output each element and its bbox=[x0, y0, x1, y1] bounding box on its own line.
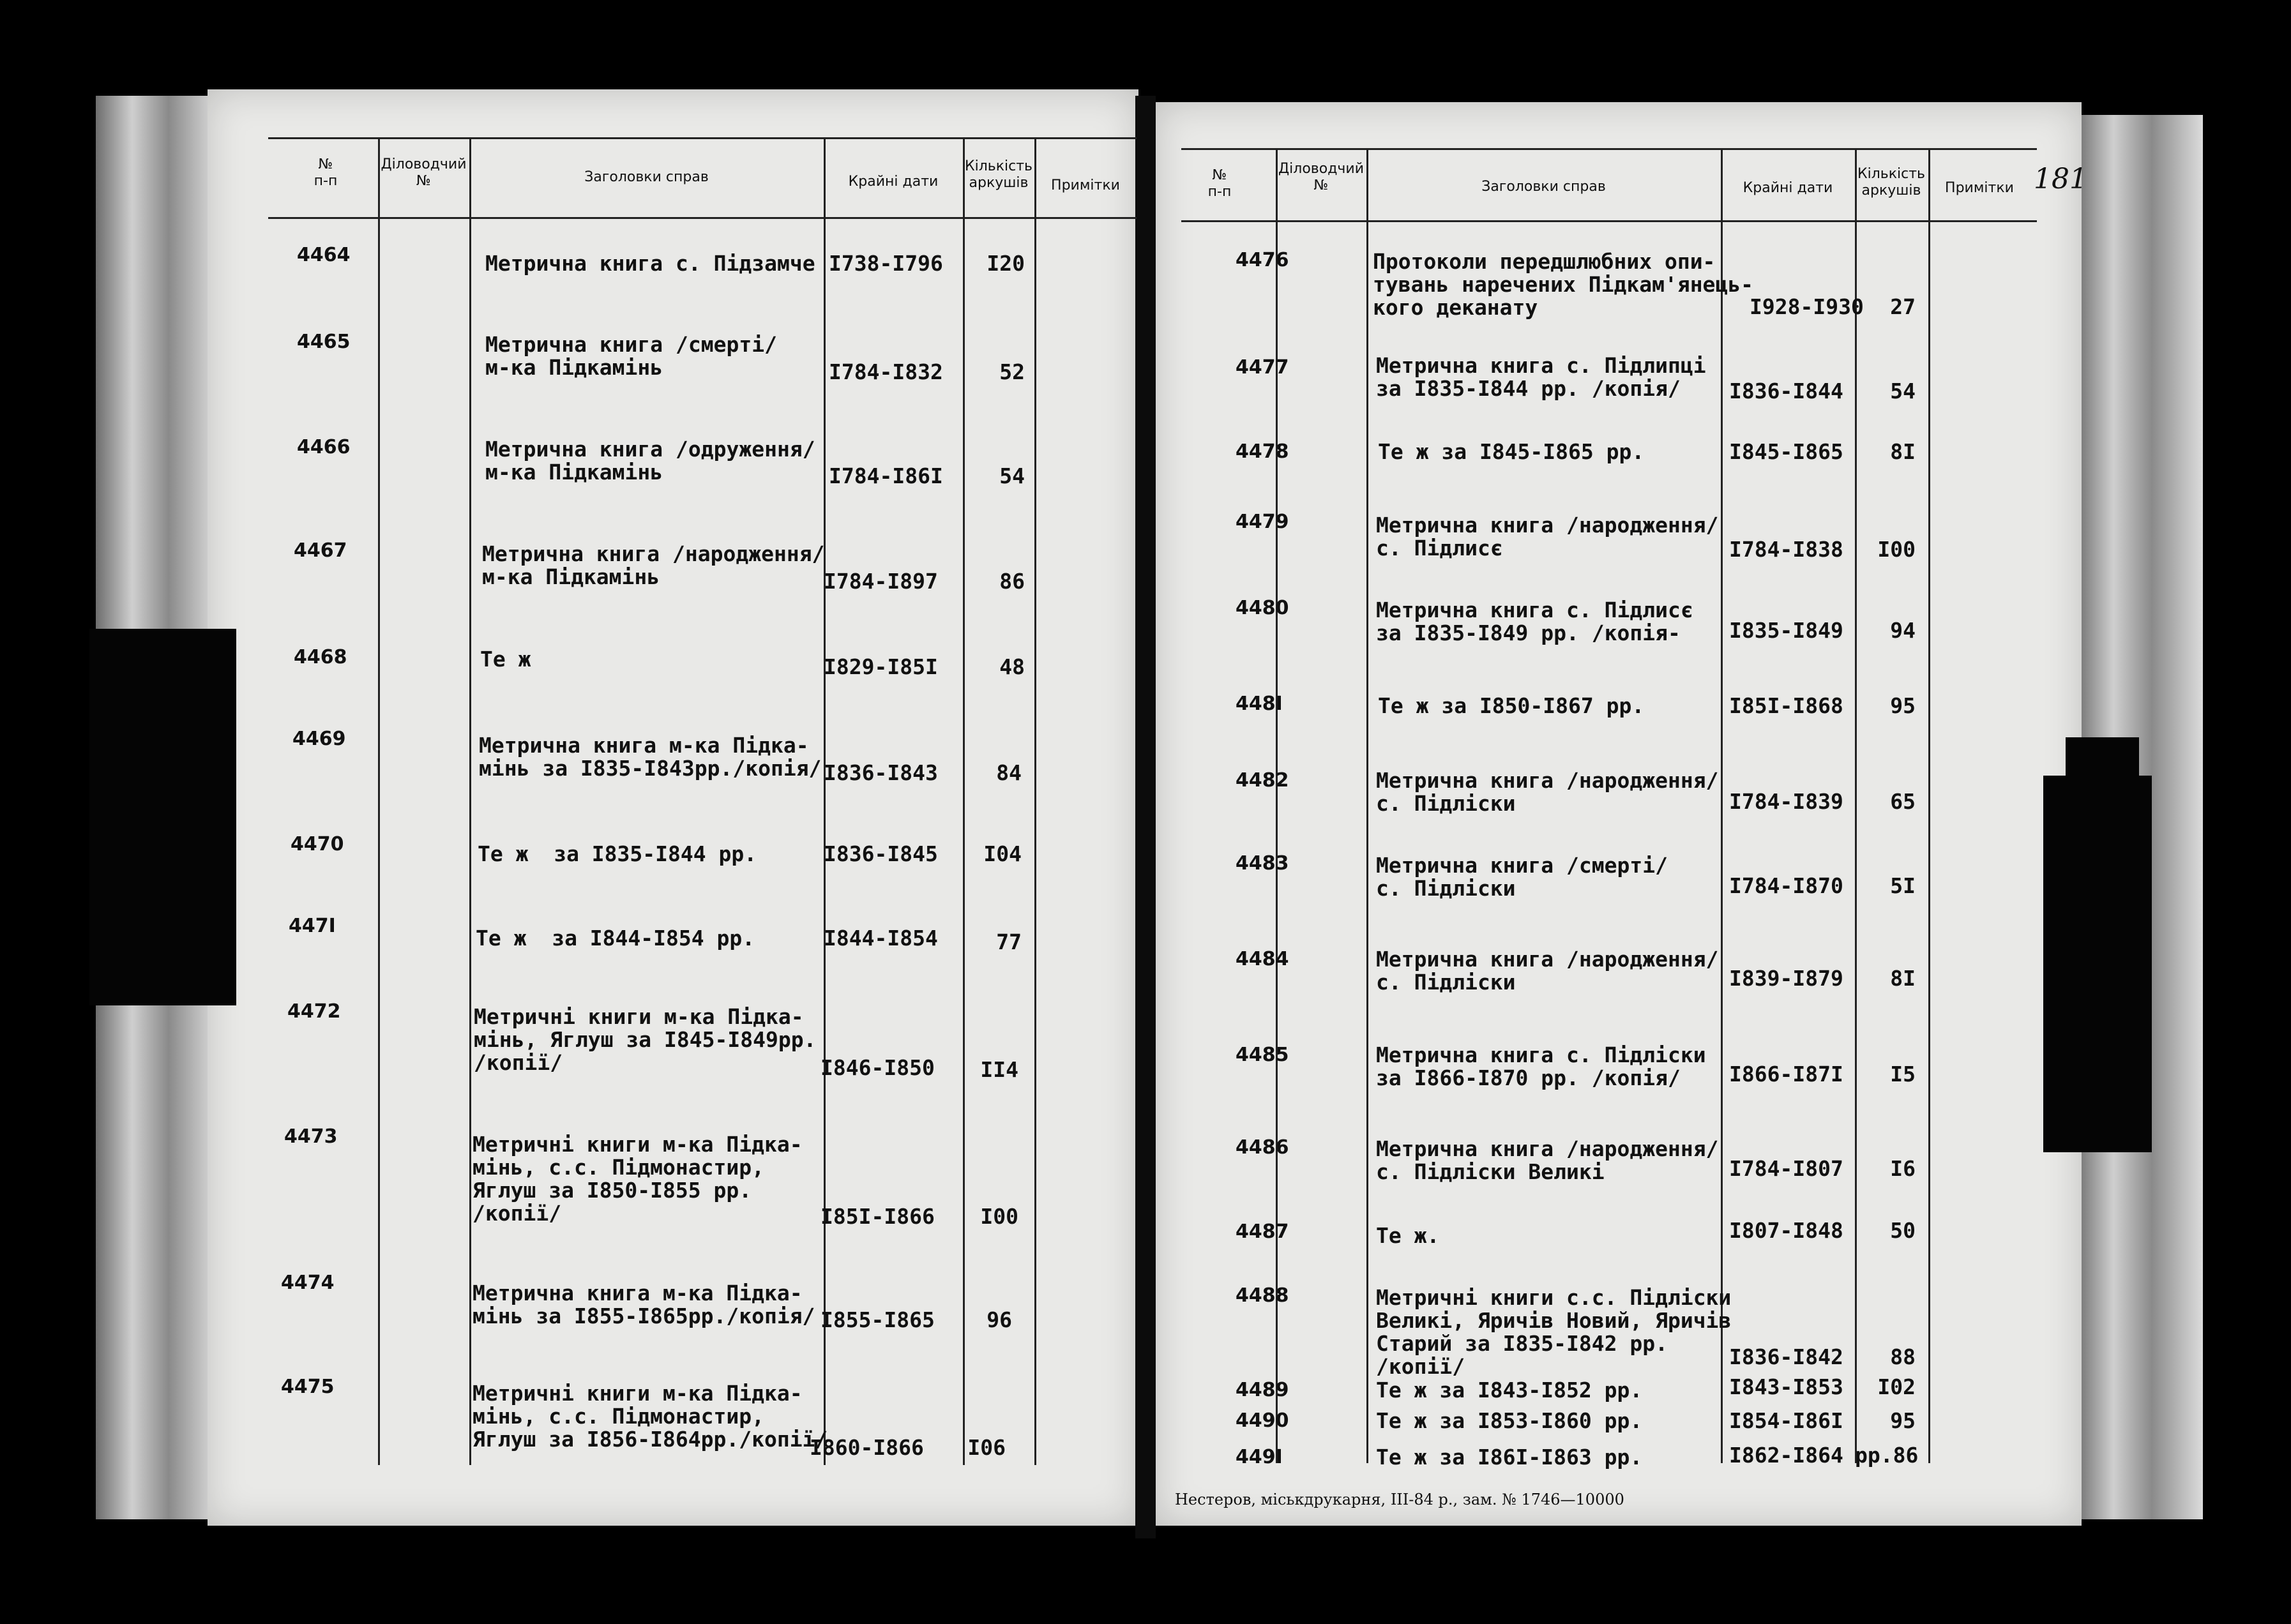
row-title: Метрична книга м-ка Підка- мінь за I855-I865рр./копія/ bbox=[473, 1281, 815, 1328]
header-clerk-no: Діловодчий № bbox=[381, 156, 467, 189]
row-count: I20 bbox=[987, 251, 1025, 276]
row-dates: I835-I849 bbox=[1729, 618, 1843, 643]
row-title: Те ж за I835-I844 рр. bbox=[478, 841, 757, 866]
row-number: 4477 bbox=[1236, 356, 1289, 379]
row-dates: I928-I930 bbox=[1750, 294, 1864, 319]
header-titles: Заголовки справ bbox=[1481, 179, 1606, 195]
row-dates: I784-I832 bbox=[829, 359, 943, 384]
row-dates: I807-I848 bbox=[1729, 1218, 1843, 1243]
row-title: Метрична книга с. Підзамче bbox=[485, 251, 815, 276]
row-title: Метрична книга /смерті/ м-ка Підкамінь bbox=[485, 332, 777, 380]
header-no: № п-п bbox=[1207, 167, 1232, 200]
header-notes: Примітки bbox=[1051, 177, 1120, 193]
row-number: 4467 bbox=[294, 539, 347, 562]
header-dates: Крайні дати bbox=[1743, 180, 1833, 196]
row-count: 54 bbox=[1890, 379, 1916, 403]
row-dates: I854-I86I bbox=[1729, 1408, 1843, 1433]
row-dates: I784-I838 bbox=[1729, 537, 1843, 562]
row-count: 48 bbox=[999, 654, 1025, 679]
row-dates: I738-I796 bbox=[829, 251, 943, 276]
row-title: Метричні книги с.с. Підліски Великі, Яричів Новий, Яричів Старий за I835-I842 рр. /копії/ bbox=[1376, 1285, 1732, 1379]
row-number: 4485 bbox=[1236, 1044, 1289, 1066]
row-count: 95 bbox=[1890, 1408, 1916, 1433]
row-title: Метрична книга /народження/ с. Підліски bbox=[1376, 768, 1719, 816]
row-count: 8I bbox=[1890, 439, 1916, 464]
row-dates: I839-I879 bbox=[1729, 966, 1843, 991]
header-clerk-no: Діловодчий № bbox=[1278, 161, 1365, 193]
row-title: Метрична книга /народження/ с. Підліски Великі bbox=[1376, 1136, 1719, 1184]
row-number: 4475 bbox=[281, 1376, 335, 1398]
row-number: 4464 bbox=[297, 244, 351, 266]
row-dates: I836-I844 bbox=[1729, 379, 1843, 403]
row-dates: I85I-I868 bbox=[1729, 693, 1843, 718]
row-dates: I836-I845 bbox=[824, 841, 938, 866]
row-count: I00 bbox=[980, 1204, 1018, 1229]
row-title: Те ж за I850-I867 рр. bbox=[1378, 693, 1645, 718]
row-title: Те ж за I843-I852 рр. bbox=[1376, 1378, 1643, 1402]
row-title: Метрична книга /народження/ с. Підлисє bbox=[1376, 513, 1719, 560]
row-count: I04 bbox=[983, 841, 1022, 866]
row-title: Те ж bbox=[480, 647, 531, 672]
row-number: 4486 bbox=[1236, 1136, 1289, 1159]
header-count: Кількість аркушів bbox=[964, 158, 1033, 191]
row-title: Те ж за I845-I865 рр. bbox=[1378, 439, 1645, 464]
row-number: 4468 bbox=[294, 646, 347, 668]
row-dates: I836-I842 bbox=[1729, 1344, 1843, 1369]
row-title: Метрична книга /народження/ м-ка Підкамінь bbox=[482, 541, 825, 589]
row-number: 4466 bbox=[297, 436, 351, 458]
row-count: I00 bbox=[1877, 537, 1916, 562]
row-title: Метрична книга /смерті/ с. Підліски bbox=[1376, 853, 1668, 901]
row-number: 4484 bbox=[1236, 948, 1289, 970]
row-number: 4476 bbox=[1236, 249, 1289, 271]
row-number: 448I bbox=[1236, 693, 1283, 715]
row-number: 4469 bbox=[292, 728, 346, 750]
row-title: Протоколи передшлюбних опи- тувань наречених Підкам'янець- кого деканату bbox=[1373, 249, 1754, 320]
row-dates: I855-I865 bbox=[820, 1307, 935, 1332]
header-count: Кількість аркушів bbox=[1857, 166, 1926, 199]
row-count: 8I bbox=[1890, 966, 1916, 991]
row-count: 52 bbox=[999, 359, 1025, 384]
row-number: 4465 bbox=[297, 331, 351, 353]
row-number: 4479 bbox=[1236, 511, 1289, 533]
page-number: 181 bbox=[2034, 163, 2087, 195]
row-number: 4490 bbox=[1236, 1410, 1289, 1432]
row-title: Метрична книга м-ка Підка- мінь за I835-I843рр./копія/ bbox=[479, 733, 822, 781]
row-dates: I845-I865 bbox=[1729, 439, 1843, 464]
row-title: Те ж за I844-I854 рр. bbox=[476, 926, 755, 951]
row-dates: I844-I854 bbox=[824, 926, 938, 951]
row-dates: I846-I850 bbox=[820, 1055, 935, 1080]
row-dates: I860-I866 bbox=[810, 1435, 924, 1460]
row-title: Метрична книга с. Підлисє за I835-I849 рр. /копія- bbox=[1376, 598, 1693, 645]
header-no: № п-п bbox=[314, 156, 338, 189]
row-number: 4480 bbox=[1236, 597, 1289, 619]
row-dates: I784-I897 bbox=[824, 569, 938, 594]
row-count: I5 bbox=[1890, 1062, 1916, 1086]
row-count: I06 bbox=[967, 1435, 1006, 1460]
row-count: I02 bbox=[1877, 1374, 1916, 1399]
row-number: 4470 bbox=[291, 833, 344, 855]
row-title: Метрична книга /народження/ с. Підліски bbox=[1376, 947, 1719, 995]
row-dates: I843-I853 bbox=[1729, 1374, 1843, 1399]
row-number: 4488 bbox=[1236, 1284, 1289, 1307]
row-title: Те ж за I86I-I863 рр. bbox=[1376, 1445, 1643, 1470]
row-title: Метрична книга /одруження/ м-ка Підкамінь bbox=[485, 437, 815, 485]
row-dates: I829-I85I bbox=[824, 654, 938, 679]
row-number: 449I bbox=[1236, 1446, 1283, 1468]
row-count: 84 bbox=[996, 760, 1022, 785]
row-number: 4487 bbox=[1236, 1221, 1289, 1243]
row-number: 4482 bbox=[1236, 769, 1289, 792]
row-count: 86 bbox=[999, 569, 1025, 594]
row-title: Метрична книга с. Підлипці за I835-I844 рр. /копія/ bbox=[1376, 353, 1706, 401]
left-index-tab bbox=[89, 629, 236, 1005]
right-index-tab bbox=[2043, 776, 2152, 1152]
header-notes: Примітки bbox=[1945, 180, 2014, 196]
row-count: I6 bbox=[1890, 1156, 1916, 1181]
row-number: 4489 bbox=[1236, 1379, 1289, 1401]
row-dates: I866-I87I bbox=[1729, 1062, 1843, 1086]
row-dates: I784-I870 bbox=[1729, 873, 1843, 898]
row-title: Метричні книги м-ка Підка- мінь, с.с. Підмонастир, Яглуш за I856-I864рр./копії/ bbox=[473, 1381, 828, 1452]
row-title: Метрична книга с. Підліски за I866-I870 рр. /копія/ bbox=[1376, 1042, 1706, 1090]
row-dates: I862-I864 bbox=[1729, 1443, 1843, 1468]
print-footer: Нестеров, міськдрукарня, ІІІ-84 р., зам. № 1746—10000 bbox=[1175, 1491, 1624, 1508]
row-count: рр.86 bbox=[1855, 1443, 1919, 1468]
row-dates: I85I-I866 bbox=[820, 1204, 935, 1229]
header-dates: Крайні дати bbox=[848, 174, 939, 190]
row-number: 4478 bbox=[1236, 440, 1289, 463]
header-titles: Заголовки справ bbox=[584, 169, 709, 185]
row-count: 27 bbox=[1890, 294, 1916, 319]
row-title: Метричні книги м-ка Підка- мінь, с.с. Підмонастир, Яглуш за I850-I855 рр. /копії/ bbox=[473, 1132, 803, 1226]
row-dates: I784-I807 bbox=[1729, 1156, 1843, 1181]
row-number: 4472 bbox=[287, 1000, 341, 1023]
row-dates: I836-I843 bbox=[824, 760, 938, 785]
row-count: 77 bbox=[996, 929, 1022, 954]
row-count: 65 bbox=[1890, 789, 1916, 814]
row-number: 4473 bbox=[284, 1125, 338, 1148]
row-count: 5I bbox=[1890, 873, 1916, 898]
row-title: Те ж за I853-I860 рр. bbox=[1376, 1408, 1643, 1433]
row-number: 4474 bbox=[281, 1272, 335, 1294]
row-count: 96 bbox=[987, 1307, 1012, 1332]
right-index-tab-upper bbox=[2066, 737, 2139, 782]
row-title: Метричні книги м-ка Підка- мінь, Яглуш за I845-I849рр. /копії/ bbox=[474, 1004, 817, 1075]
book-gutter bbox=[1135, 96, 1156, 1538]
row-number: 4483 bbox=[1236, 852, 1289, 875]
row-number: 447I bbox=[289, 915, 336, 937]
row-dates: I784-I839 bbox=[1729, 789, 1843, 814]
row-title: Те ж. bbox=[1376, 1223, 1440, 1248]
row-count: 94 bbox=[1890, 618, 1916, 643]
row-dates: I784-I86I bbox=[829, 463, 943, 488]
row-count: II4 bbox=[980, 1057, 1018, 1082]
row-count: 95 bbox=[1890, 693, 1916, 718]
row-count: 54 bbox=[999, 463, 1025, 488]
row-count: 50 bbox=[1890, 1218, 1916, 1243]
row-count: 88 bbox=[1890, 1344, 1916, 1369]
